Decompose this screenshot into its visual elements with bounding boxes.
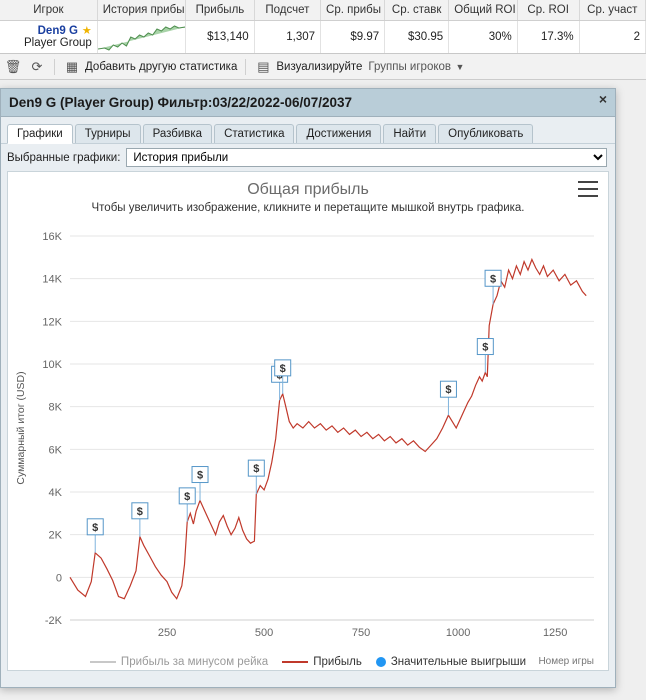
svg-text:$: $ — [184, 490, 191, 503]
column-header-avg-profit[interactable]: Ср. прибы — [321, 0, 385, 21]
star-icon: ★ — [81, 25, 92, 37]
chart-legend — [8, 656, 608, 668]
chart-panel — [7, 171, 609, 671]
legend-line-red — [282, 661, 308, 663]
count-value: 1,307 — [254, 21, 320, 54]
chart-select-label: Выбранные графики: — [7, 151, 121, 164]
table-row[interactable] — [0, 21, 646, 54]
svg-text:250: 250 — [157, 627, 177, 639]
svg-text:$: $ — [196, 469, 204, 482]
svg-text:12K: 12K — [42, 316, 62, 329]
add-statistic-button[interactable] — [63, 58, 237, 76]
column-header-player[interactable]: Игрок — [0, 0, 97, 21]
close-icon[interactable]: × — [598, 91, 607, 107]
visualize-button[interactable] — [254, 58, 362, 76]
dialog-tabs — [1, 117, 615, 143]
legend-item-net-profit[interactable] — [90, 656, 268, 668]
toolbar-divider-2 — [245, 59, 246, 75]
svg-text:Суммарный итог (USD): Суммарный итог (USD) — [15, 371, 27, 485]
svg-text:$: $ — [445, 384, 452, 397]
player-name[interactable]: Den9 G — [37, 25, 78, 37]
dialog-title: Den9 G (Player Group) Фильтр:03/22/2022-06/07/2037 — [9, 95, 353, 110]
column-header-avg-roi[interactable]: Ср. ROI — [517, 0, 579, 21]
avg-profit-value: $9.97 — [321, 21, 385, 54]
profit-history-sparkline-cell[interactable] — [97, 21, 185, 54]
legend-item-big-wins[interactable] — [376, 656, 526, 668]
svg-text:$: $ — [92, 521, 99, 534]
legend-label-profit: Прибыль — [313, 656, 362, 668]
tab-statistics[interactable]: Статистика — [214, 124, 294, 143]
tab-graphics[interactable]: Графики — [7, 124, 73, 144]
column-header-total-roi[interactable]: Общий ROI — [449, 0, 518, 21]
total-roi-value: 30% — [449, 21, 518, 54]
column-header-profit[interactable]: Прибыль — [186, 0, 255, 21]
svg-text:4K: 4K — [48, 487, 62, 499]
chevron-down-icon: ▼ — [455, 61, 465, 72]
legend-item-profit[interactable] — [282, 656, 362, 668]
profit-line-chart — [8, 226, 610, 672]
avg-roi-value: 17.3% — [517, 21, 579, 54]
tab-breakdown[interactable]: Разбивка — [143, 124, 213, 143]
svg-text:$: $ — [136, 505, 143, 518]
chart-title: Общая прибыль — [247, 181, 369, 198]
player-cell[interactable] — [0, 21, 97, 54]
column-header-count[interactable]: Подсчет — [254, 0, 320, 21]
chart-select-row — [1, 143, 615, 171]
x-axis-label: Номер игры — [538, 656, 594, 667]
player-groups-label: Группы игроков — [368, 60, 452, 73]
chart-select[interactable] — [126, 148, 607, 167]
toolbar — [0, 54, 646, 80]
tab-publish[interactable]: Опубликовать — [438, 124, 533, 143]
sparkline-chart — [98, 23, 185, 51]
chart-icon: ▤ — [257, 58, 270, 74]
add-statistic-label: Добавить другую статистика — [85, 60, 238, 73]
player-groups-dropdown[interactable] — [368, 58, 465, 76]
svg-text:$: $ — [482, 341, 489, 354]
svg-text:8K: 8K — [48, 401, 62, 414]
profit-value: $13,140 — [186, 21, 255, 54]
table-header-row — [0, 0, 646, 21]
svg-text:16K: 16K — [42, 231, 62, 243]
svg-text:14K: 14K — [42, 273, 62, 286]
tab-achievements[interactable]: Достижения — [296, 124, 381, 143]
svg-text:1000: 1000 — [445, 627, 471, 639]
legend-line-grey — [90, 661, 116, 663]
svg-text:$: $ — [253, 463, 260, 476]
svg-text:$: $ — [279, 362, 286, 375]
svg-text:10K: 10K — [42, 359, 62, 371]
avg-stake-value: $30.95 — [385, 21, 449, 54]
plot-area[interactable] — [8, 226, 608, 672]
legend-dot-blue — [376, 657, 386, 667]
toolbar-divider — [54, 59, 55, 75]
player-group-label: Player Group — [24, 37, 92, 49]
svg-text:2K: 2K — [48, 529, 62, 542]
legend-label-big-wins: Значительные выигрыши — [390, 656, 527, 668]
tab-find[interactable]: Найти — [383, 124, 436, 143]
column-header-avg-stake[interactable]: Ср. ставк — [385, 0, 449, 21]
svg-text:6K: 6K — [48, 444, 62, 457]
trash-icon[interactable]: 🗑 — [4, 58, 22, 74]
legend-label-net-profit: Прибыль за минусом рейка — [120, 656, 269, 668]
chart-menu-icon[interactable] — [578, 181, 598, 197]
dialog-header — [1, 89, 615, 117]
profit-history-dialog — [0, 88, 616, 688]
column-header-avg-part[interactable]: Ср. участ — [579, 0, 645, 21]
player-stats-table — [0, 0, 646, 54]
svg-text:0: 0 — [55, 572, 62, 585]
tab-tournaments[interactable]: Турниры — [75, 124, 141, 143]
refresh-icon[interactable]: ⟳ — [31, 58, 43, 74]
svg-text:1250: 1250 — [542, 627, 568, 639]
grid-icon: ▦ — [65, 58, 79, 74]
chart-subtitle: Чтобы увеличить изображение, кликните и перетащите мышкой внутрь графика. — [91, 202, 525, 214]
svg-text:$: $ — [490, 273, 497, 286]
svg-text:500: 500 — [254, 627, 274, 639]
column-header-profit-history[interactable]: История прибы — [97, 0, 185, 21]
visualize-label: Визуализируйте — [276, 60, 363, 73]
avg-part-value: 2 — [579, 21, 645, 54]
svg-text:-2K: -2K — [44, 615, 62, 627]
svg-text:750: 750 — [351, 627, 371, 639]
